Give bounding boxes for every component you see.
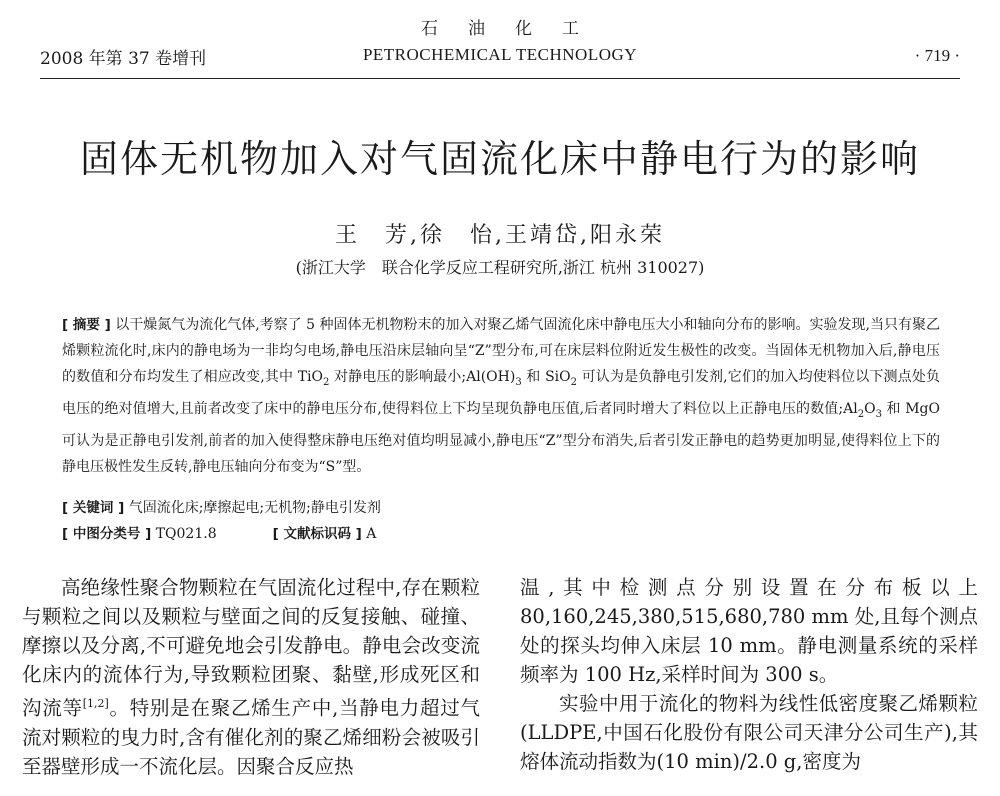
keywords-text: 气固流化床;摩擦起电;无机物;静电引发剂 — [124, 500, 381, 516]
classification — [62, 522, 376, 542]
clc-label: [ 中图分类号 ] — [62, 526, 152, 542]
body-paragraph: 实验中用于流化的物料为线性低密度聚乙烯颗粒(LLDPE,中国石化股份有限公司天津分公司生产),其熔体流动指数为(10 min)/2.0 g,密度为 — [520, 692, 978, 773]
abstract-text: 以干燥氮气为流化气体,考察了 5 种固体无机物粉末的加入对聚乙烯气固流化床中静电压大小和轴向分布的影响。实验发现,当只有聚乙烯颗粒流化时,床内的静电场为一非均匀电场,静电压沿床层轴向呈“Z”型分布,可在床层料位附近发生极性的改变。当固体无机物加入后,静电压的数值和分布均发生了相应改变,其中 TiO — [62, 317, 940, 385]
body-column-right — [520, 573, 978, 776]
authors: 王 芳,徐 怡,王靖岱,阳永荣 — [335, 223, 665, 248]
abstract: [ 摘要 ] 以干燥氮气为流化气体,考察了 5 种固体无机物粉末的加入对聚乙烯气固流化床中静电压大小和轴向分布的影响。实验发现,当只有聚乙烯颗粒流化时,床内的静电场为一非均匀电场,静电压沿床层轴向呈“Z”型分布,可在床层料位附近发生极性的改变。当固体无机物加入后,静电压的数值和分布均发生了相应改变,其中 TiO$_2$ 对静电压的影响最小$;Al(OH)_3$ 和 SiO$_2$ 可认为是负静电引发剂,它们的加入均使料位以下测点处负电压的绝对值增大,且前者改变了床中的静电压分布,使得料位上下均呈现负静电压值,后者同时增大了料位以上正静电压的数值$;Al_2O_3$ 和 MgO 可认为是正静电引发剂,前者的加入使得整床静电压绝对值均明显减小,静电压“Z”型分布消失,后者引发正静电的趋势更加明显,使得料位上下的静电压极性发生反转,静电压轴向分布变为“S”型。 — [62, 317, 940, 475]
body-paragraph: 温,其中检测点分别设置在分布板以上 80,160,245,380,515,680,780 mm 处,且每个测点处的探头均伸入床层 10 mm。静电测量系统的采样频率为 100 Hz,采样时间为 300 s。 — [520, 576, 978, 686]
citation: [1,2] — [82, 697, 109, 710]
body-paragraph: 高绝缘性聚合物颗粒在气固流化过程中,存在颗粒与颗粒之间以及颗粒与壁面之间的反复接触、碰撞、摩擦以及分离,不可避免地会引发静电。静电会改变流化床内的流体行为,导致颗粒团聚、黏壁,形成死区和沟流等[1,2]。特别是在聚乙烯生产中,当静电力超过气流对颗粒的曳力时,含有催化剂的聚乙烯细粉会被吸引至器壁形成一不流化层。因聚合反应热 — [22, 576, 480, 778]
keywords — [62, 496, 381, 517]
body-column-left — [22, 573, 480, 781]
page-number: · 719 · — [914, 46, 960, 65]
journal-header — [0, 14, 1000, 65]
doc-code-value: A — [361, 526, 377, 542]
journal-name-en: PETROCHEMICAL TECHNOLOGY — [362, 45, 638, 64]
affiliation: (浙江大学 联合化学反应工程研究所,浙江 杭州 310027) — [295, 258, 705, 277]
header-divider — [40, 78, 960, 79]
clc-value: TQ021.8 — [151, 526, 217, 542]
journal-name-cn: 石油化工 — [421, 19, 609, 39]
article-title: 固体无机物加入对气固流化床中静电行为的影响 — [79, 137, 920, 181]
abstract-label: [ 摘要 ] — [62, 317, 111, 333]
issue-info: 2008 年第 37 卷增刊 — [40, 49, 207, 69]
doc-code-label: [ 文献标识码 ] — [272, 526, 362, 542]
keywords-label: [ 关键词 ] — [62, 500, 125, 516]
